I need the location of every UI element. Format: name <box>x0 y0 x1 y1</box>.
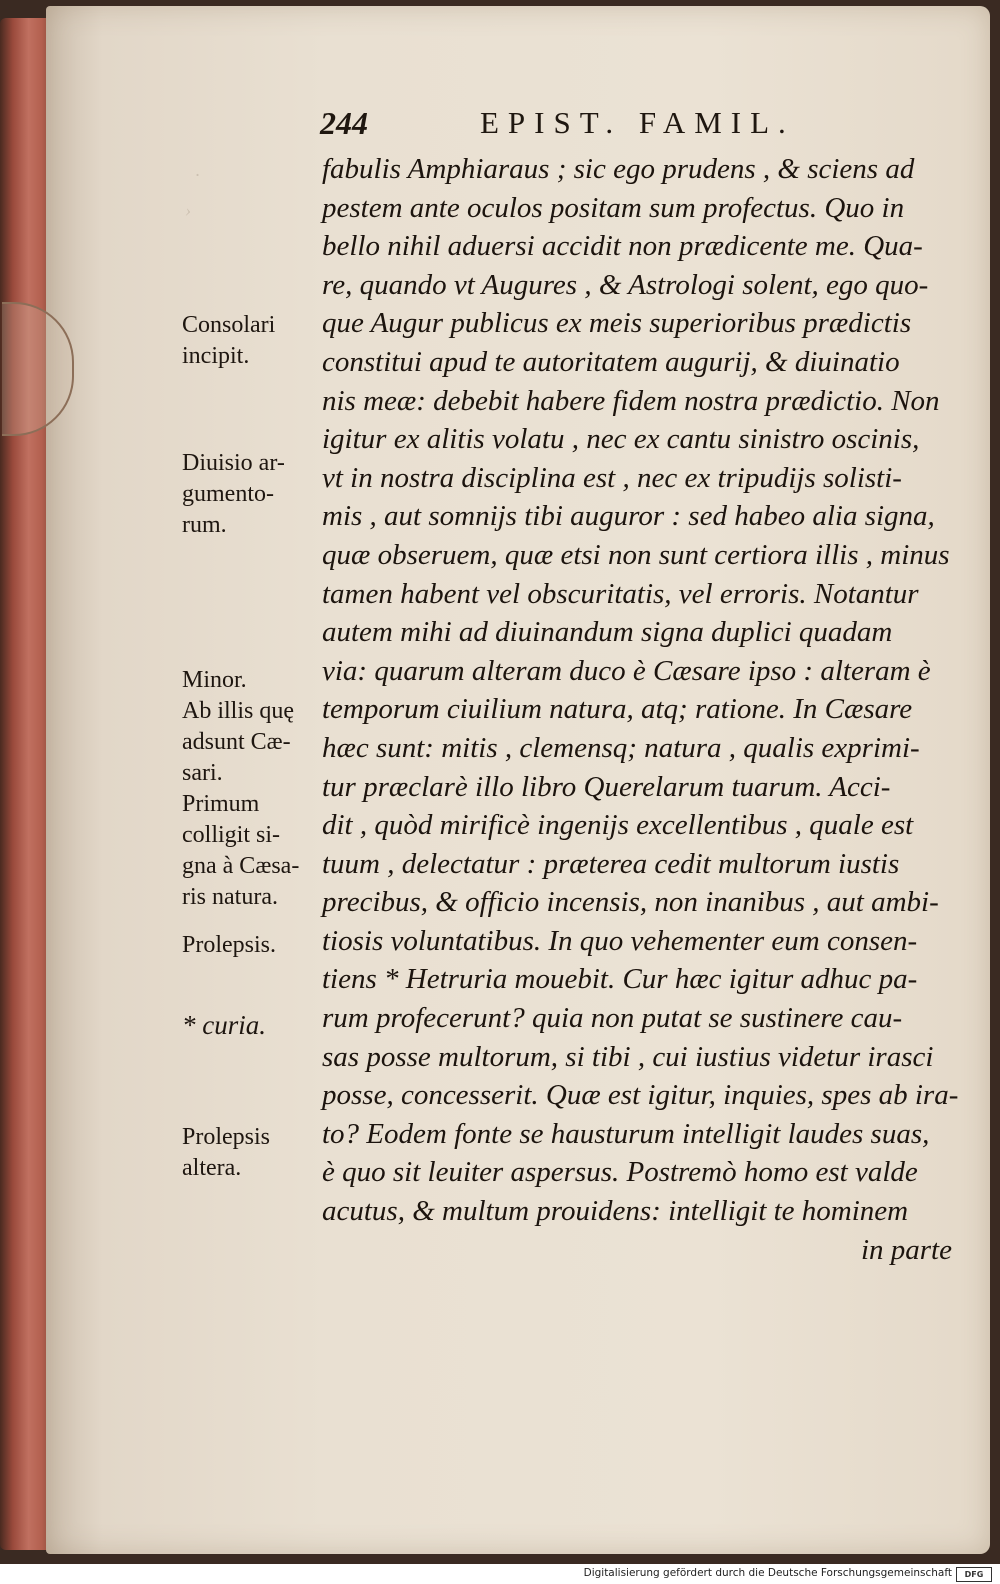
text-line: tiens * Hetruria mouebit. Cur hæc igitur adhuc pa- <box>322 963 918 996</box>
note-line: Prolepsis <box>182 1124 271 1150</box>
note-line: rum. <box>182 512 227 538</box>
text-line: via: quarum alteram duco è Cæsare ipso : alteram è <box>322 654 931 687</box>
page-number: 244 <box>320 105 368 141</box>
text-line: pestem ante oculos positam sum profectus. Quo in <box>322 191 905 224</box>
running-title: EPIST. FAMIL. <box>480 105 795 140</box>
text-line: precibus, & officio incensis, non inanibus , aut ambi- <box>322 886 939 919</box>
note-line: Prolepsis. <box>182 932 277 958</box>
text-line: constitui apud te autoritatem augurij, & diuinatio <box>322 345 900 378</box>
note-line: Minor. <box>182 667 247 693</box>
text-line: nis meæ: debebit habere fidem nostra prædictio. Non <box>322 384 940 417</box>
text-line: quæ obseruem, quæ etsi non sunt certiora illis , minus <box>322 538 950 571</box>
marginal-note <box>182 1122 322 1184</box>
note-line: adsunt Cæ- <box>182 729 291 755</box>
note-line: sari. <box>182 760 223 786</box>
note-line: altera. <box>182 1155 242 1181</box>
note-line: gna à Cæsa- <box>182 853 300 879</box>
text-line: è quo sit leuiter aspersus. Postremò homo est valde <box>322 1156 918 1189</box>
text-line: acutus, & multum prouidens: intelligit te hominem <box>322 1195 909 1228</box>
note-line: * curia. <box>182 1010 266 1040</box>
note-line: incipit. <box>182 343 250 369</box>
text-line: vt in nostra disciplina est , nec ex tripudijs solisti- <box>322 461 902 494</box>
note-line: Consolari <box>182 312 276 338</box>
text-line: hæc sunt: mitis , clemensq; natura , qualis exprimi- <box>322 731 920 764</box>
text-line: mis , aut somnijs tibi auguror : sed habeo alia signa, <box>322 500 935 533</box>
text-line: sas posse multorum, si tibi , cui iustius videtur irasci <box>322 1040 934 1073</box>
book-fore-edge <box>0 18 52 1550</box>
show-through-text: › <box>185 200 191 220</box>
text-line: autem mihi ad diuinandum signa duplici quadam <box>322 616 893 649</box>
text-line: que Augur publicus ex meis superioribus prædictis <box>322 307 912 340</box>
note-line: Primum <box>182 791 260 817</box>
text-line: igitur ex alitis volatu , nec ex cantu sinistro oscinis, <box>322 423 920 456</box>
text-line: posse, concesserit. Quæ est igitur, inquies, spes ab ira- <box>322 1079 959 1112</box>
digitization-footer <box>0 1564 1000 1584</box>
text-line: dit , quòd mirificè ingenijs excellentibus , quale est <box>322 809 914 842</box>
marginal-note <box>182 1010 322 1041</box>
note-line: Ab illis quę <box>182 698 294 724</box>
text-line: tuum , delectatur : præterea cedit multorum iustis <box>322 847 900 880</box>
note-line: colligit si- <box>182 822 280 848</box>
text-line: re, quando vt Augures , & Astrologi solent, ego quo- <box>322 268 929 301</box>
note-line: ris natura. <box>182 884 278 910</box>
text-line: to? Eodem fonte se hausturum intelligit laudes suas, <box>322 1117 930 1150</box>
text-line: bello nihil aduersi accidit non prædicente me. Qua- <box>322 230 923 263</box>
running-head <box>320 105 880 145</box>
text-line: tur præclarè illo libro Querelarum tuarum. Acci- <box>322 770 891 803</box>
marginal-note <box>182 930 322 961</box>
dfg-logo: DFG <box>956 1567 992 1582</box>
show-through-text: · <box>195 165 200 185</box>
text-line: tiosis voluntatibus. In quo vehementer eum consen- <box>322 924 918 957</box>
note-line: Diuisio ar- <box>182 450 285 476</box>
body-text <box>322 150 972 1269</box>
text-line: fabulis Amphiaraus ; sic ego prudens , & sciens ad <box>322 153 915 185</box>
note-line: gumento- <box>182 481 274 507</box>
catchword: in parte <box>860 1233 952 1266</box>
text-line: rum profecerunt? quia non putat se sustinere cau- <box>322 1002 903 1035</box>
marginal-note <box>182 448 322 541</box>
marginal-note <box>182 310 322 372</box>
text-line: tamen habent vel obscuritatis, vel erroris. Notantur <box>322 577 919 610</box>
text-line: temporum ciuilium natura, atq; ratione. In Cæsare <box>322 693 913 726</box>
marginal-note <box>182 665 322 913</box>
funding-credit: Digitalisierung gefördert durch die Deutsche Forschungsgemeinschaft <box>583 1567 952 1579</box>
